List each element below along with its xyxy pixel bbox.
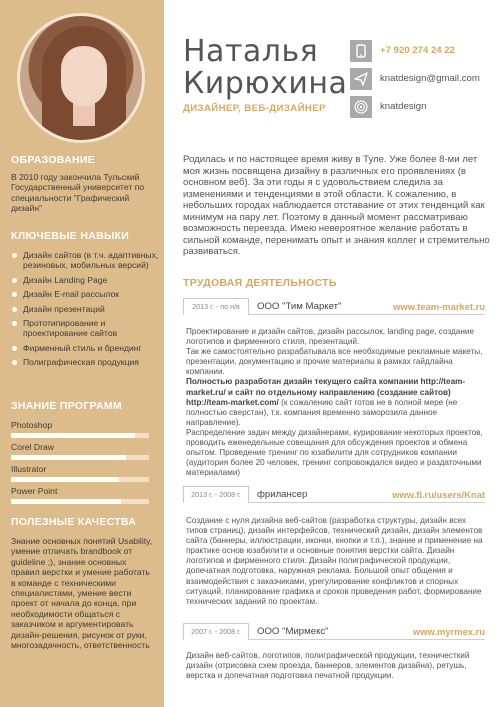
program-level-track — [11, 499, 149, 504]
job-paragraph: Так же самостоятельно разрабатывала все необходимые рекламные макеты, презентации, документацию и прочие материалы в рамках гайдлайна компании. — [186, 347, 483, 377]
qualities-text: Знание основных понятий Usability, умение отличать brandbook от guideline ;), знание основных правил верстки и умение работать в команде с техническими специалистами, умение вести проект от начала до конца, при необходимости общаться с заказчиком и аргументировать дизайн-решения, рисунок от руки, многозадачность, ответственность — [11, 536, 153, 651]
job-paragraph: Проектирование и дизайн сайтов, дизайн рассылок, landing page, создание логотипов и фирменного стиля, презентаций. — [186, 327, 474, 347]
experience-title: ТРУДОВАЯ ДЕЯТЕЛЬНОСТЬ — [183, 277, 337, 289]
program-photoshop — [11, 420, 149, 438]
phone-icon — [350, 40, 372, 62]
job-paragraph — [186, 377, 486, 427]
job-header — [183, 298, 485, 315]
job-highlight: Полностью разработан дизайн текущего сайта компании http://team-market.ru/ и сайт по отдельному направлению (создание сайтов) http://team-market.com/ — [186, 377, 466, 407]
program-powerpoint — [11, 486, 149, 504]
skills-title: КЛЮЧЕВЫЕ НАВЫКИ — [11, 230, 130, 242]
skill-item: Прототипирование и проектирование сайтов — [11, 318, 159, 339]
program-level-fill — [11, 433, 135, 438]
job-paragraph: Дизайн веб-сайтов, логотипов, полиграфической продукции, техничесткий дизайн (отрисовка схем проезда, баннеров, элементов дизайна), ретушь, верстка и допечатная подготовка печатной продукции. — [186, 651, 470, 681]
skill-item: Дизайн E-mail рассылок — [11, 289, 159, 299]
job-role: ДИЗАЙНЕР, ВЕБ-ДИЗАЙНЕР — [183, 103, 326, 114]
education-text: В 2010 году закончила Тульский Государственный университет по специальности "Графический дизайн" — [11, 172, 145, 214]
program-level-track — [11, 477, 149, 482]
job-header — [183, 486, 485, 503]
skill-item: Дизайн Landing Page — [11, 275, 159, 285]
photo-face — [61, 46, 107, 106]
job-date: 2013 г. - по н/в — [183, 298, 249, 315]
skill-item: Дизайн сайтов (в т.ч. адаптивных, резиновых, мобильных версий) — [11, 250, 159, 271]
intro-text: Родилась и по настоящее время живу в Туле. Уже более 8-ми лет моя жизнь посвящена дизайну в различных его проявлениях (в основном веб). За эти годы я с удовольствием следила за изменениями и тенденциями в этой области. К сожалению, в небольших городах наблюдается отставание от этих тенденций как минимум на пару лет. Поэтому в данный момент рассматриваю возможность переезда. Имею невероятное желание работать в сильной команде, перенимать опыт и знания коллег и стремительно развиваться. — [183, 154, 490, 257]
job-description — [186, 327, 486, 478]
program-name: Photoshop — [11, 420, 53, 430]
program-level-track — [11, 433, 149, 438]
email-text[interactable]: knatdesign@gmail.com — [380, 73, 480, 84]
job-date: 2013 г. - 2008 г. — [183, 486, 249, 503]
job-paragraph: Создание с нуля дизайна веб-сайтов (разработка структуры, дизайн всех типов страниц), дизайн интерфейсов, технический дизайн, дизайн элементов сайта (баннеры, иллюстрации, иконки, кнопки и т.п.), знание и применение на практике основ юзабилити и основные понятия верстки сайта. Дизайн логотипов и фирменного стиля. Дизайн полиграфической продукции, допечатная подготовка, наружная реклама. Большой опыт общения и взаимодействия с заказчиками, урегулирование конфликтов и спорных ситуаций, планирование графика и сроков проведения работ, формирование технических заданий по проектам. — [186, 516, 483, 606]
phone-text: +7 920 274 24 22 — [380, 45, 455, 56]
last-name: Кирюхина — [183, 66, 348, 101]
skill-item: Дизайн презентаций — [11, 304, 159, 314]
program-name: Corel Draw — [11, 442, 54, 452]
program-level-fill — [11, 455, 126, 460]
program-level-fill — [11, 477, 119, 482]
job-site-link[interactable]: www.myrmex.ru — [412, 626, 485, 637]
job-company: ООО "Тим Маркет" — [257, 301, 342, 312]
job-company: фрилансер — [257, 489, 308, 500]
program-level-track — [11, 455, 149, 460]
job-paragraph: Распределение задач между дизайнерами, курирование некоторых проектов, проводить еженедельные совещания для обсуждения проектов и обмена опытом. Проведение тренинг по юзабилити для сотрудников компании (аудитория более 20 человек, тренинг сопровождался видео и раздаточными материалами) — [186, 427, 483, 478]
program-name: Illustrator — [11, 464, 47, 474]
programs-title: ЗНАНИЕ ПРОГРАММ — [11, 400, 122, 412]
skill-item: Полиграфическая продукция — [11, 357, 159, 367]
sidebar — [0, 0, 164, 707]
program-name: Power Point — [11, 486, 58, 496]
skill-item: Фирменный стиль и брендинг — [11, 343, 159, 353]
job-description — [186, 651, 486, 681]
profile-photo — [17, 13, 145, 143]
job-site-link[interactable]: www.fl.ru/users/Knat — [392, 489, 485, 500]
job-date: 2007 г. - 2008 г. — [183, 623, 249, 640]
job-description — [186, 516, 486, 607]
program-illustrator — [11, 464, 149, 482]
send-icon — [350, 68, 372, 90]
job-header — [183, 623, 485, 640]
education-title: ОБРАЗОВАНИЕ — [11, 154, 96, 166]
skills-list — [11, 250, 159, 372]
job-note: (к сожалению сайт готов не в полной мере (не полностью сверстан), т.к. компания временно заморозила данное направление). — [186, 397, 458, 427]
job-site-link[interactable]: www.team-market.ru — [393, 301, 485, 312]
fingerprint-icon — [350, 96, 372, 118]
first-name: Наталья — [183, 34, 319, 69]
qualities-title: ПОЛЕЗНЫЕ КАЧЕСТВА — [11, 516, 137, 528]
job-company: ООО "Мирмекс" — [257, 626, 329, 637]
program-coreldraw — [11, 442, 149, 460]
program-level-fill — [11, 499, 121, 504]
skype-text: knatdesign — [380, 101, 427, 112]
